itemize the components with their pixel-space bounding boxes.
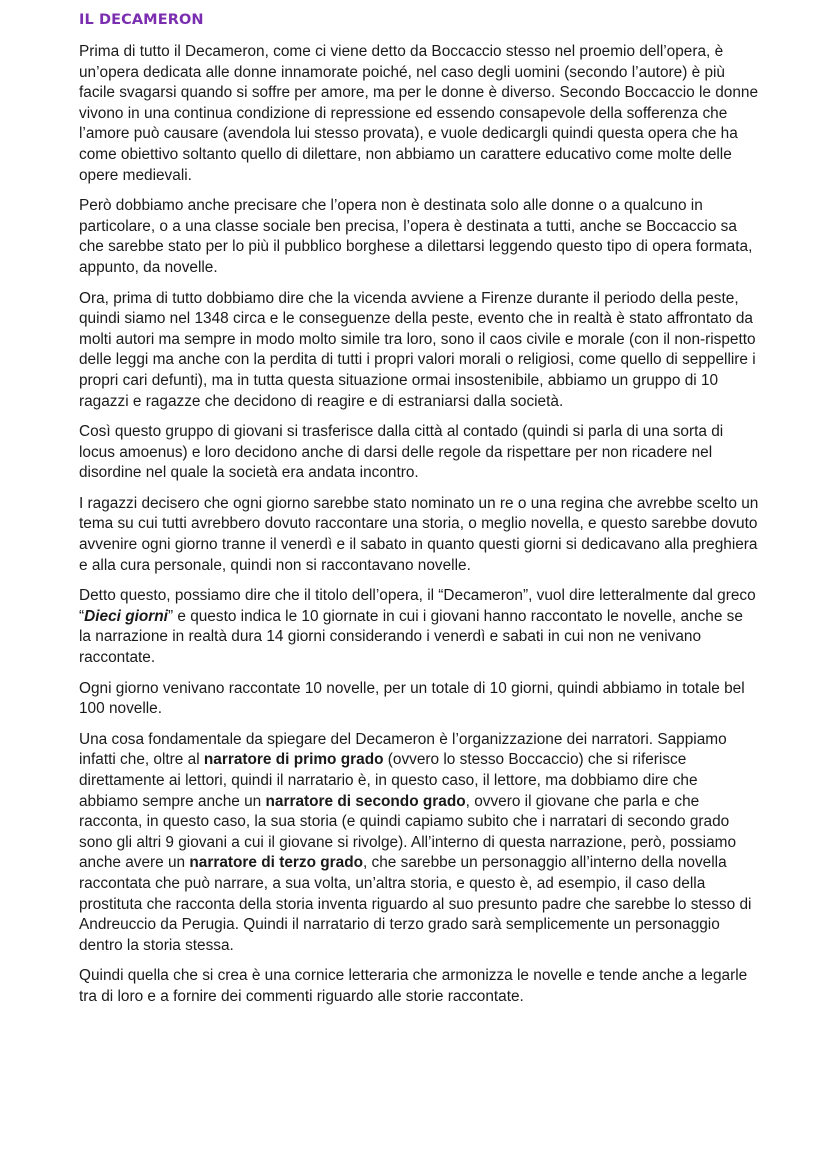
bold-italic-term: Dieci giorni bbox=[84, 607, 168, 625]
text-run: (ovvero lo stesso Boccaccio) che si riferisce direttamente ai lettori, quindi il narratario è, in questo caso, il lettore, ma dobbiamo dire che abbiamo sempre anche un bbox=[79, 751, 698, 810]
text-run: Quindi quella che si crea è una cornice letteraria che armonizza le novelle e tende anche a legarle tra di loro e a fornire dei commenti riguardo alle storie raccontate. bbox=[79, 967, 748, 1005]
text-run: I ragazzi decisero che ogni giorno sarebbe stato nominato un re o una regina che avrebbe scelto un tema su cui tutti avrebbero dovuto raccontare una storia, o meglio novella, e questo sarebbe dovuto avvenire ogni giorno tranne il venerdì e il sabato in quanto questi giorni si dedicavano alla preghiera e alla cura personale, quindi non si raccontavano novelle. bbox=[79, 494, 759, 574]
document-body bbox=[79, 42, 759, 1008]
paragraph bbox=[79, 679, 759, 720]
paragraph bbox=[79, 586, 759, 668]
paragraph bbox=[79, 42, 759, 186]
text-run: Prima di tutto il Decameron, come ci viene detto da Boccaccio stesso nel proemio dell’opera, è un’opera dedicata alle donne innamorate poiché, nel caso degli uomini (secondo l’autore) è più facile svagarsi quando si soffre per amore, ma per le donne è diverso. Secondo Boccaccio le donne vivono in una continua condizione di repressione ed essendo consapevole della sofferenza che l’amore può causare (avendola lui stesso provata), e vuole dedicargli quindi questa opera che ha come obiettivo soltanto quello di dilettare, non abbiamo un carattere educativo come molte delle opere medievali. bbox=[79, 43, 759, 184]
text-run: Detto questo, possiamo dire che il titolo dell’opera, il “Decameron”, vuol dire letteralmente dal greco “ bbox=[79, 587, 756, 625]
text-run: , che sarebbe un personaggio all’interno della novella raccontata che può narrare, a sua volta, un’altra storia, e questo è, ad esempio, il caso della prostituta che racconta della storia inventa riguardo al suo presunto padre che sarebbe lo stesso di Andreuccio da Perugia. Quindi il narratario di terzo grado sarà semplicemente un personaggio dentro la storia stessa. bbox=[79, 854, 752, 954]
bold-term: narratore di primo grado bbox=[203, 751, 384, 769]
paragraph bbox=[79, 730, 759, 957]
paragraph bbox=[79, 196, 759, 278]
paragraph bbox=[79, 289, 759, 413]
paragraph bbox=[79, 422, 759, 484]
text-run: Una cosa fondamentale da spiegare del Decameron è l’organizzazione dei narratori. Sappiamo infatti che, oltre al bbox=[79, 730, 727, 769]
bold-term: narratore di secondo grado bbox=[265, 792, 466, 810]
paragraph bbox=[79, 494, 759, 576]
text-run: Ora, prima di tutto dobbiamo dire che la vicenda avviene a Firenze durante il periodo della peste, quindi siamo nel 1348 circa e le conseguenze della peste, evento che in realtà è stato affrontato da molti autori ma sempre in modo molto simile tra loro, sono il caos civile e morale (con il non-rispetto delle leggi ma anche con la perdita di tutti i propri valori morali o religiosi, come quello di seppellire i propri cari defunti), ma in tutta questa situazione ormai insostenibile, abbiamo un gruppo di 10 ragazzi e ragazze che decidono di reagire e di estraniarsi dalla società. bbox=[79, 289, 756, 410]
text-run: , ovvero il giovane che parla e che racconta, in questo caso, la sua storia (e quindi capiamo subito che i narratari di secondo grado sono gli altri 9 giovani a cui il giovane si rivolge). All’interno di questa narrazione, però, possiamo anche avere un bbox=[79, 792, 737, 872]
paragraph bbox=[79, 966, 759, 1007]
document-title: IL DECAMERON bbox=[79, 12, 204, 28]
text-run: Così questo gruppo di giovani si trasferisce dalla città al contado (quindi si parla di una sorta di locus amoenus) e loro decidono anche di darsi delle regole da rispettare per non ricadere nel disordine nel quale la società era andata incontro. bbox=[79, 423, 724, 482]
document-page bbox=[79, 10, 759, 1018]
text-run: ” e questo indica le 10 giornate in cui i giovani hanno raccontato le novelle, anche se la narrazione in realtà dura 14 giorni considerando i venerdì e sabati in cui non ne venivano raccontate. bbox=[79, 607, 743, 667]
bold-term: narratore di terzo grado bbox=[189, 854, 363, 872]
text-run: Ogni giorno venivano raccontate 10 novelle, per un totale di 10 giorni, quindi abbiamo in totale bel 100 novelle. bbox=[79, 679, 745, 718]
text-run: Però dobbiamo anche precisare che l’opera non è destinata solo alle donne o a qualcuno in particolare, o a una classe sociale ben precisa, l’opera è destinata a tutti, anche se Boccaccio sa che sarebbe stato per lo più il pubblico borghese a dilettarsi leggendo questo tipo di opera formata, appunto, da novelle. bbox=[79, 197, 753, 276]
